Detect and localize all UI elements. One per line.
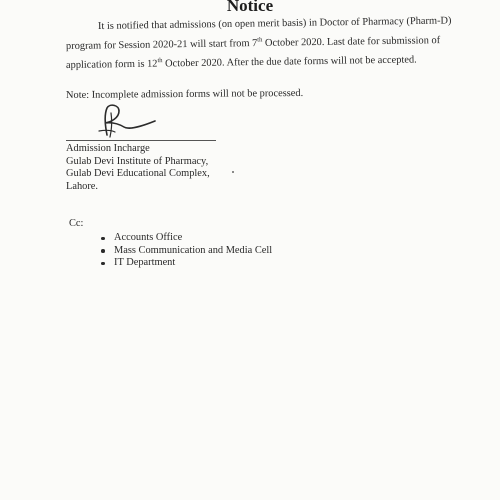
bullet-icon	[101, 262, 105, 266]
notice-line-3-end: October 2020. After the due date forms will not be accepted.	[162, 54, 417, 70]
cc-list	[100, 232, 272, 270]
cc-list-item	[100, 245, 272, 258]
notice-line-1-text: It is notified that admissions (on open merit basis) in Doctor of Pharmacy (Pharm-D)	[97, 15, 452, 32]
notice-title: Notice	[226, 0, 274, 15]
notice-line-2-end: October 2020. Last date for submission of	[262, 35, 441, 49]
signature-line	[66, 140, 216, 141]
notice-line-2-ordinal: th	[257, 36, 263, 44]
signatory-block	[66, 143, 210, 193]
cc-item-label: Mass Communication and Media Cell	[114, 244, 273, 256]
signatory-complex: Gulab Devi Educational Complex,	[66, 168, 210, 180]
signatory-institute: Gulab Devi Institute of Pharmacy,	[66, 155, 209, 167]
notice-line-2	[66, 34, 440, 53]
cc-item-label: Accounts Office	[114, 232, 183, 243]
bullet-icon	[101, 237, 105, 241]
notice-line-3	[66, 53, 417, 72]
stray-dot	[232, 171, 234, 173]
notice-note: Note: Incomplete admission forms will not be processed.	[65, 87, 304, 101]
cc-list-item	[100, 232, 272, 245]
signatory-role: Admission Incharge	[66, 143, 150, 154]
cc-list-item	[100, 257, 272, 270]
notice-line-3-ordinal: th	[157, 57, 163, 65]
bullet-icon	[101, 249, 105, 253]
signatory-city: Lahore.	[66, 180, 99, 192]
cc-item-label: IT Department	[114, 257, 176, 268]
notice-line-3-start: application form is 12	[65, 58, 158, 71]
notice-line-2-start: program for Session 2020-21 will start from 7	[65, 37, 258, 52]
notice-line-1	[98, 14, 452, 33]
cc-label: Cc:	[69, 218, 84, 229]
handwritten-signature	[85, 103, 165, 141]
